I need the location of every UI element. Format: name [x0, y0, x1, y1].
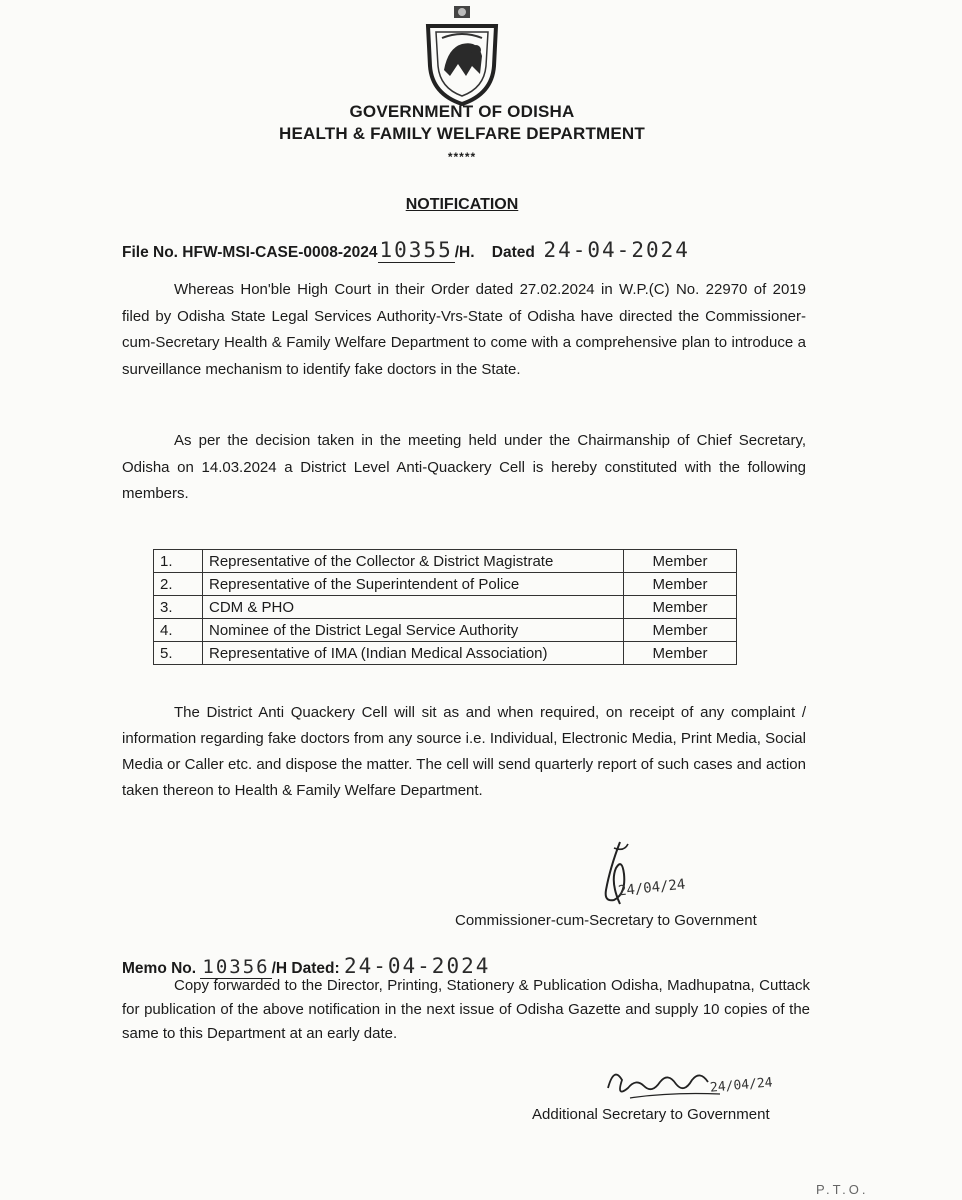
paragraph-cell-procedure	[122, 700, 806, 804]
member-number: 4.	[154, 619, 203, 642]
member-description: Representative of the Collector & District Magistrate	[203, 550, 624, 573]
header-department: HEALTH & FAMILY WELFARE DEPARTMENT	[278, 124, 645, 143]
file-number-handwritten: 10355	[379, 238, 453, 262]
member-description: Representative of IMA (Indian Medical Association)	[203, 642, 624, 665]
memo-suffix: /H	[271, 960, 288, 977]
member-role: Member	[624, 642, 737, 665]
file-number-label: File No. HFW-MSI-CASE-0008-2024	[122, 244, 378, 261]
table-row	[154, 550, 737, 573]
memo-dated-label: Dated:	[291, 960, 340, 977]
header-stars: *****	[447, 150, 477, 164]
member-number: 5.	[154, 642, 203, 665]
paragraph-court-order-text: Whereas Hon'ble High Court in their Order dated 27.02.2024 in W.P.(C) No. 22970 of 2019 filed by Odisha State Legal Services Authority-Vrs-State of Odisha have directed the Commissioner-cum-Secretary Health & Family Welfare Department to come with a comprehensive plan to introduce a surveillance mechanism to identify fake doctors in the State.	[122, 281, 806, 378]
members-table	[153, 549, 737, 665]
memo-label: Memo No.	[122, 960, 197, 977]
member-role: Member	[624, 573, 737, 596]
member-role: Member	[624, 596, 737, 619]
paragraph-cell-procedure-text: The District Anti Quackery Cell will sit as and when required, on receipt of any complaint / information regarding fake doctors from any source i.e. Individual, Electronic Media, Print Media, Social Media or Caller etc. and dispose the matter. The cell will send quarterly report of such cases and action taken thereon to Health & Family Welfare Department.	[122, 704, 806, 799]
member-role: Member	[624, 619, 737, 642]
page-turn-mark: P.T.O.	[816, 1182, 869, 1197]
memo-date-handwritten: 24-04-2024	[343, 954, 491, 978]
designation-commissioner: Commissioner-cum-Secretary to Government	[455, 912, 757, 929]
memo-copy-text-body: Copy forwarded to the Director, Printing, Stationery & Publication Odisha, Madhupatna, Cuttack for publication of the above notification in the next issue of Odisha Gazette and supply 10 copies of the same to this Department at an early date.	[122, 977, 810, 1042]
designation-additional-secretary: Additional Secretary to Government	[532, 1106, 770, 1123]
table-row	[154, 573, 737, 596]
header-government: GOVERNMENT OF ODISHA	[349, 102, 575, 121]
memo-copy-text	[122, 974, 810, 1046]
signature-additional-secretary-date: 24/04/24	[709, 1075, 774, 1096]
member-number: 2.	[154, 573, 203, 596]
member-description: Representative of the Superintendent of Police	[203, 573, 624, 596]
signature-commissioner	[580, 838, 710, 918]
member-number: 1.	[154, 550, 203, 573]
member-role: Member	[624, 550, 737, 573]
member-number: 3.	[154, 596, 203, 619]
member-description: CDM & PHO	[203, 596, 624, 619]
file-number-line	[122, 238, 690, 263]
file-number-suffix: /H.	[454, 244, 475, 261]
file-date-handwritten: 24-04-2024	[543, 238, 690, 262]
document-title: NOTIFICATION	[405, 196, 519, 213]
signature-commissioner-date: 24/04/24	[617, 876, 687, 900]
table-row	[154, 619, 737, 642]
table-row	[154, 642, 737, 665]
dated-label: Dated	[491, 244, 535, 261]
paragraph-court-order	[122, 277, 806, 383]
memo-number-handwritten: 10356	[202, 956, 270, 978]
paragraph-constitution-text: As per the decision taken in the meeting held under the Chairmanship of Chief Secretary, Odisha on 14.03.2024 a District Level Anti-Quackery Cell is hereby constituted with the following members.	[122, 432, 806, 502]
paragraph-constitution	[122, 428, 806, 508]
table-row	[154, 596, 737, 619]
state-emblem-icon	[418, 4, 506, 106]
member-description: Nominee of the District Legal Service Authority	[203, 619, 624, 642]
